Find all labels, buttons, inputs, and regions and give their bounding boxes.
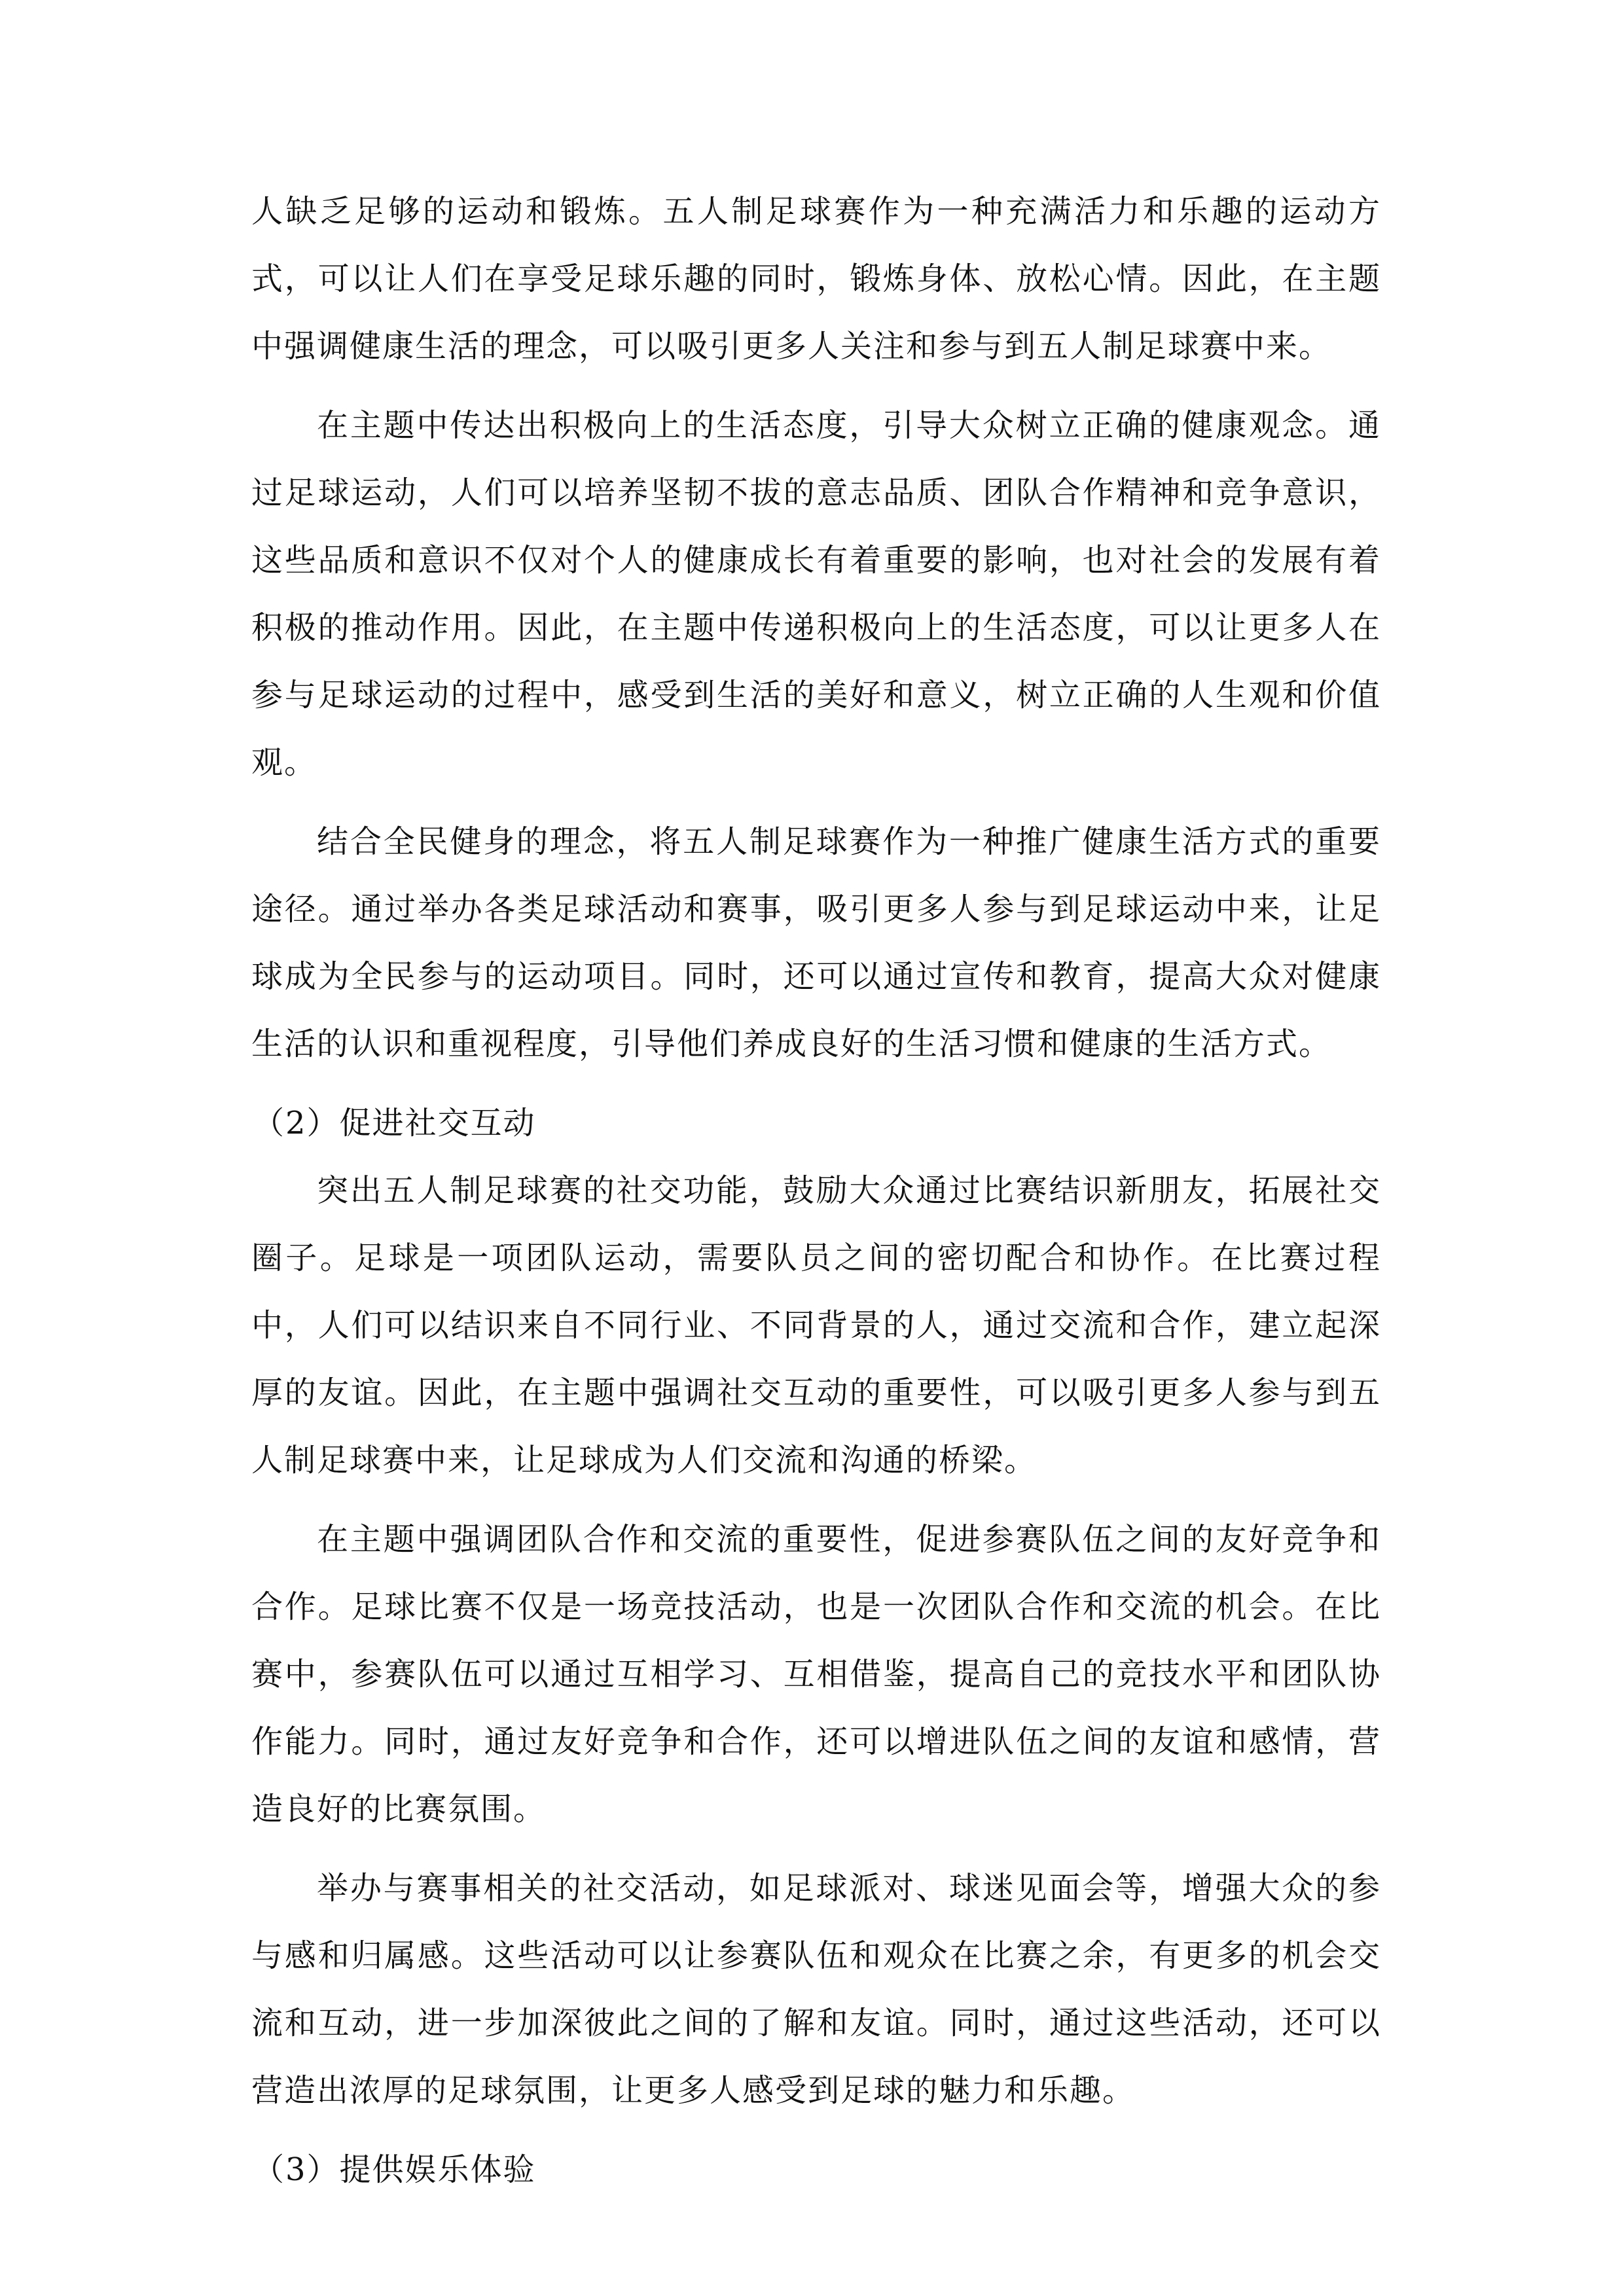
paragraph-3: 结合全民健身的理念，将五人制足球赛作为一种推广健康生活方式的重要途径。通过举办各类足球活动和赛事，吸引更多人参与到足球运动中来，让足球成为全民参与的运动项目。同时，还可以通过宣传和教育，提高大众对健康生活的认识和重视程度，引导他们养成良好的生活习惯和健康的生活方式。 bbox=[251, 823, 1381, 1062]
document-body bbox=[251, 178, 1381, 2204]
paragraph-4: 突出五人制足球赛的社交功能，鼓励大众通过比赛结识新朋友，拓展社交圈子。足球是一项团队运动，需要队员之间的密切配合和协作。在比赛过程中，人们可以结识来自不同行业、不同背景的人，通过交流和合作，建立起深厚的友谊。因此，在主题中强调社交互动的重要性，可以吸引更多人参与到五人制足球赛中来，让足球成为人们交流和沟通的桥梁。 bbox=[251, 1172, 1381, 1479]
paragraph-5: 在主题中强调团队合作和交流的重要性，促进参赛队伍之间的友好竞争和合作。足球比赛不仅是一场竞技活动，也是一次团队合作和交流的机会。在比赛中，参赛队伍可以通过互相学习、互相借鉴，提高自己的竞技水平和团队协作能力。同时，通过友好竞争和合作，还可以增进队伍之间的友谊和感情，营造良好的比赛氛围。 bbox=[251, 1521, 1381, 1827]
section-heading-2: （2）促进社交互动 bbox=[253, 1105, 536, 1141]
section-heading-3: （3）提供娱乐体验 bbox=[253, 2151, 536, 2188]
paragraph-6: 举办与赛事相关的社交活动，如足球派对、球迷见面会等，增强大众的参与感和归属感。这些活动可以让参赛队伍和观众在比赛之余，有更多的机会交流和互动，进一步加深彼此之间的了解和友谊。同时，通过这些活动，还可以营造出浓厚的足球氛围，让更多人感受到足球的魅力和乐趣。 bbox=[251, 1870, 1381, 2109]
paragraph-1: 人缺乏足够的运动和锻炼。五人制足球赛作为一种充满活力和乐趣的运动方式，可以让人们在享受足球乐趣的同时，锻炼身体、放松心情。因此，在主题中强调健康生活的理念，可以吸引更多人关注和参与到五人制足球赛中来。 bbox=[251, 193, 1381, 365]
paragraph-2: 在主题中传达出积极向上的生活态度，引导大众树立正确的健康观念。通过足球运动，人们可以培养坚韧不拔的意志品质、团队合作精神和竞争意识，这些品质和意识不仅对个人的健康成长有着重要的影响，也对社会的发展有着积极的推动作用。因此，在主题中传递积极向上的生活态度，可以让更多人在参与足球运动的过程中，感受到生活的美好和意义，树立正确的人生观和价值观。 bbox=[251, 407, 1381, 781]
